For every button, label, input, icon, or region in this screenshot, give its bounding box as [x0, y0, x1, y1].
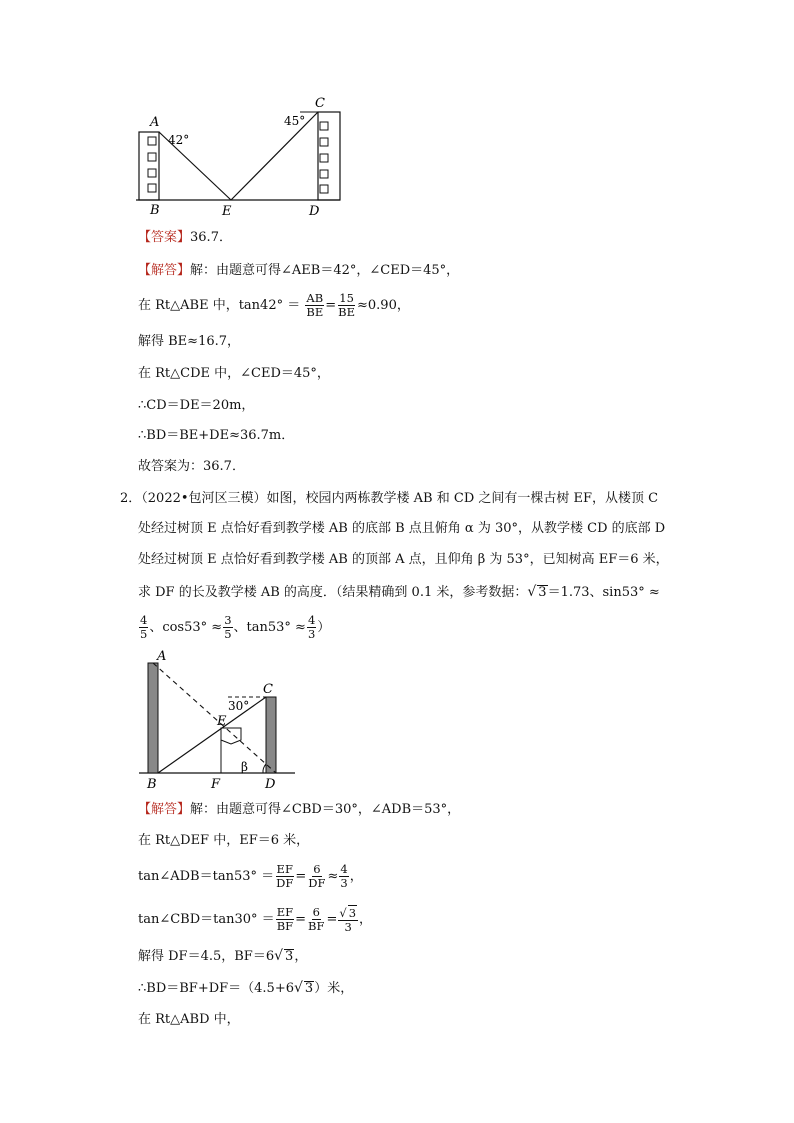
- q2-solution-line-4: tan∠CBD＝tan30° ＝ $\frac{EF}{BF}$ = $\frac{6}{BF}$ = $\frac{√ 3}{3}$ ，: [138, 905, 373, 934]
- q2-solution-line-6: ∴BD＝BF+DF＝（4.5+6√ 3）米，: [138, 980, 354, 996]
- q1-sol-text-1: 解：由题意可得∠AEB＝42°，∠CED＝45°，: [190, 263, 460, 278]
- angle-42: 42°: [168, 133, 190, 147]
- label-e-2: E: [217, 714, 227, 729]
- answer-value: 36.7．: [190, 230, 232, 245]
- fraction-6-bf: $\frac{6}{BF}$: [308, 905, 325, 933]
- tree-crown: [221, 728, 241, 744]
- fraction-ef-bf: $\frac{EF}{BF}$: [276, 905, 294, 933]
- answer-line: [138, 228, 232, 248]
- building-cd-2: [266, 697, 276, 773]
- label-d-2: D: [265, 777, 276, 792]
- q2-solution-line-5: 解得 DF＝4.5，BF＝6√ 3，: [138, 948, 308, 964]
- building-ab-windows: [148, 137, 156, 192]
- q2-line-3: 处经过树顶 E 点恰好看到教学楼 AB 的顶部 A 点，且仰角 β 为 53°，已知树高 EF＝6 米，: [138, 552, 669, 567]
- figure-2-diagram: [135, 648, 300, 793]
- q2-line-4: 求 DF 的长及教学楼 AB 的高度．（结果精确到 0.1 米，参考数据：√ 3＝1.73、sin53° ≈: [138, 584, 660, 600]
- q1-solution-line-6: ∴BD＝BE+DE≈36.7m．: [138, 428, 295, 443]
- label-c: C: [315, 96, 325, 111]
- sight-cb: [158, 697, 266, 773]
- angle-30: 30°: [228, 699, 250, 713]
- label-f-2: F: [211, 777, 221, 792]
- label-d: D: [309, 204, 320, 219]
- solution-tag: 【解答】: [138, 263, 191, 278]
- fraction-4-3-b: $\frac{4}{3}$: [340, 862, 348, 890]
- q2-solution-line-3: tan∠ADB＝tan53° ＝ $\frac{EF}{DF}$ = $\frac{6}{DF}$ ≈ $\frac{4}{3}$ ，: [138, 862, 363, 890]
- q1-solution-line-5: ∴CD＝DE＝20m，: [138, 398, 255, 413]
- solution-tag-2: 【解答】: [138, 802, 191, 817]
- q1-sol-text-2: 在 Rt△ABE 中，tan42° ＝: [138, 298, 301, 313]
- q1-solution-line-1: [138, 261, 459, 281]
- building-cd-windows: [320, 122, 328, 193]
- label-a-2: A: [157, 649, 167, 664]
- fraction-6-df: $\frac{6}{DF}$: [308, 862, 326, 890]
- label-beta: β: [241, 760, 248, 774]
- fraction-4-5: $\frac{4}{5}$: [140, 613, 148, 641]
- fraction-ef-df: $\frac{EF}{DF}$: [276, 862, 294, 890]
- q1-solution-line-3: 解得 BE≈16.7，: [138, 334, 241, 349]
- label-a: A: [150, 115, 160, 130]
- sight-da: [153, 663, 276, 773]
- q1-solution-line-2: 在 Rt△ABE 中，tan42° ＝ $\frac{AB}{BE}$ = $\frac{15}{BE}$ ≈0.90，: [138, 291, 410, 319]
- q2-number: 2．: [120, 491, 142, 506]
- label-b: B: [150, 203, 160, 218]
- fraction-15-be: $\frac{15}{BE}$: [338, 291, 355, 319]
- q1-solution-line-4: 在 Rt△CDE 中，∠CED＝45°，: [138, 366, 330, 381]
- building-cd: [318, 112, 340, 200]
- figure-1-diagram: [130, 92, 350, 222]
- answer-tag: 【答案】: [138, 230, 191, 245]
- label-c-2: C: [263, 682, 273, 697]
- angle-45: 45°: [284, 114, 306, 128]
- label-e: E: [222, 204, 232, 219]
- q2-solution-line-2: 在 Rt△DEF 中，EF＝6 米，: [138, 833, 310, 848]
- q2-line-2: 处经过树顶 E 点恰好看到教学楼 AB 的底部 B 点且俯角 α 为 30°，从教学楼 CD 的底部 D: [138, 521, 666, 536]
- q2-solution-line-1: 【解答】解：由题意可得∠CBD＝30°，∠ADB＝53°，: [138, 802, 461, 817]
- building-ab-2: [148, 663, 158, 773]
- fraction-3-5: $\frac{3}{5}$: [224, 613, 232, 641]
- q2-line-5: $\frac{4}{5}$ 、cos53° ≈ $\frac{3}{5}$ 、tan53° ≈ $\frac{4}{3}$ ）: [140, 613, 331, 641]
- fraction-4-3: $\frac{4}{3}$: [307, 613, 316, 641]
- fraction-sqrt3-3: $\frac{√ 3}{3}$: [339, 906, 357, 934]
- label-b-2: B: [147, 777, 157, 792]
- q1-solution-line-7: 故答案为：36.7．: [138, 459, 245, 474]
- q2-solution-line-7: 在 Rt△ABD 中，: [138, 1012, 240, 1027]
- fraction-ab-be: $\frac{AB}{BE}$: [306, 291, 324, 319]
- q2-line-1: 2．（2022•包河区三模）如图，校园内两栋教学楼 AB 和 CD 之间有一棵古树 EF，从楼顶 C: [120, 491, 659, 506]
